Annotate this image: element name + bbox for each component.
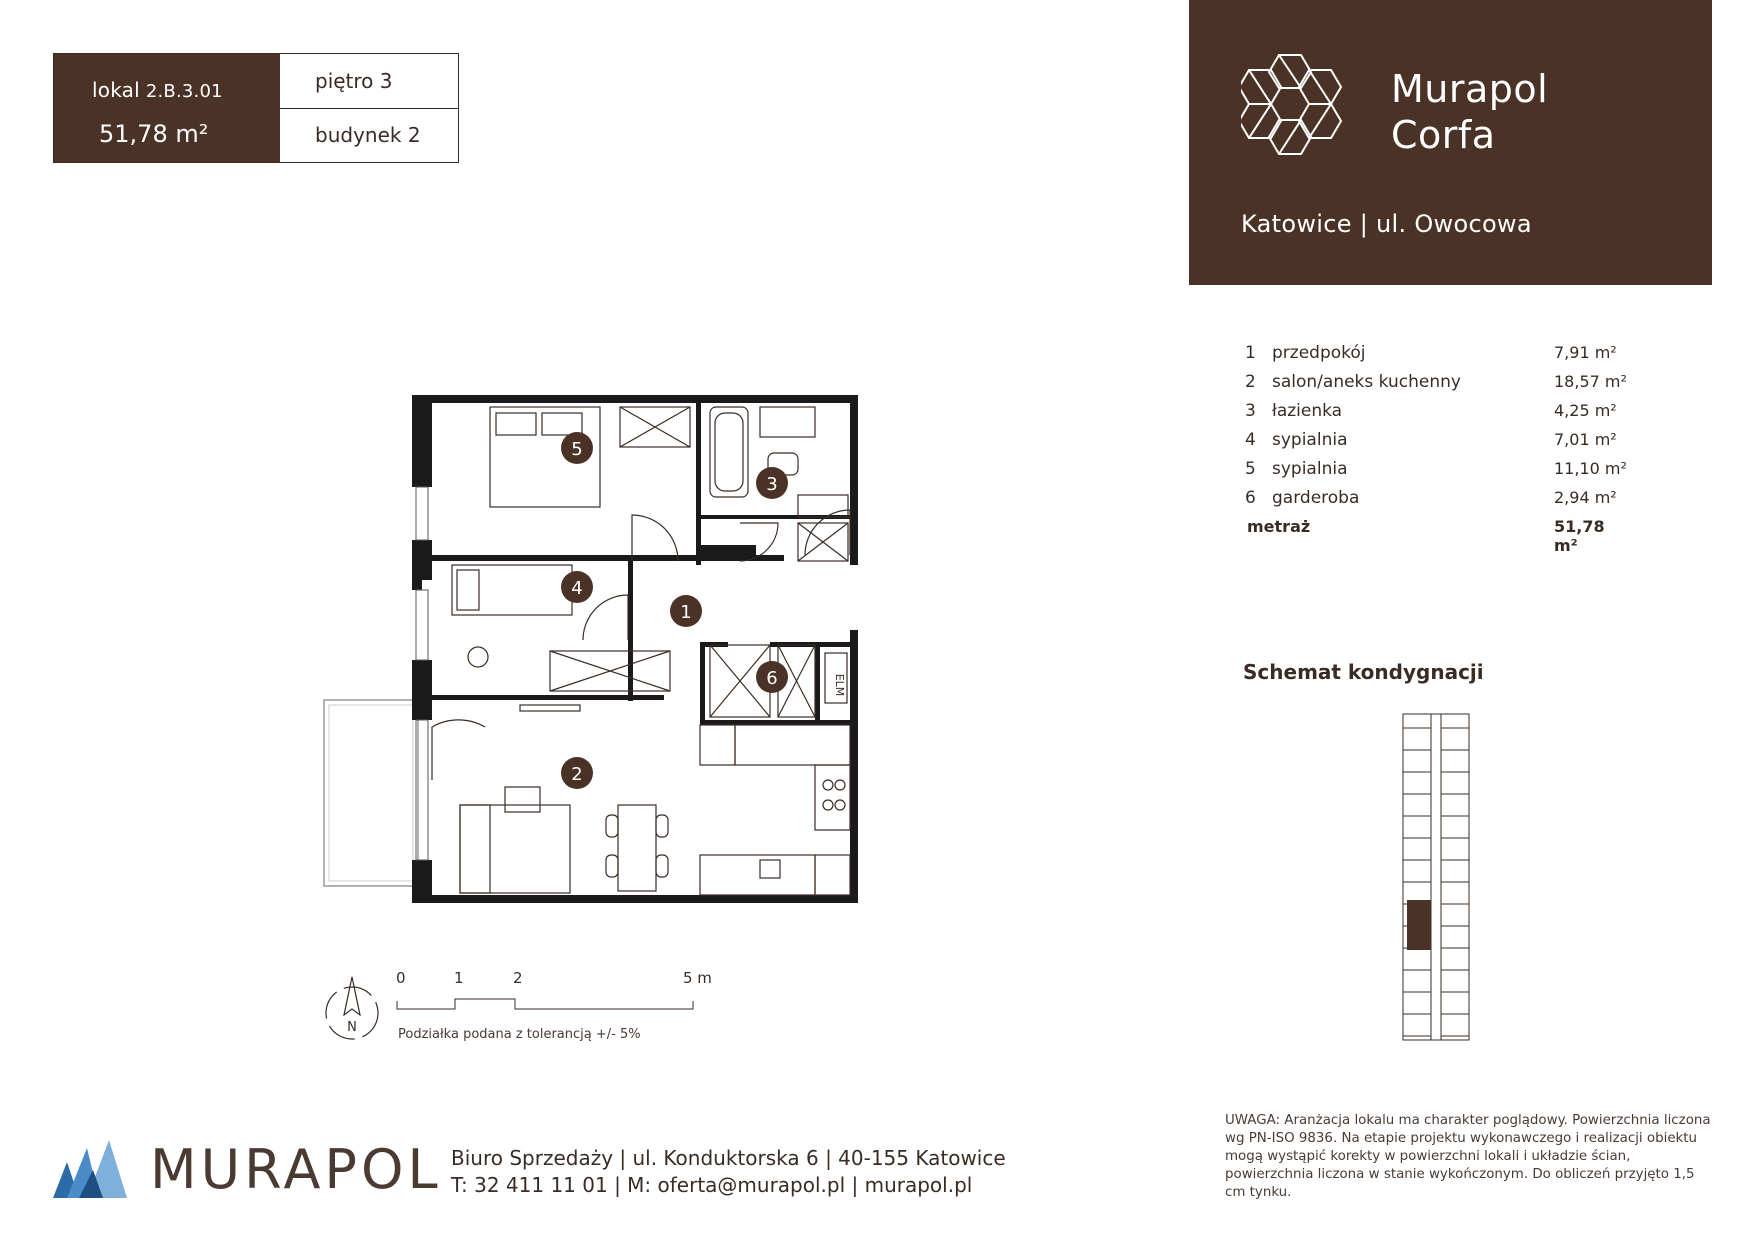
room-row: 5 sypialnia 11,10 m² (1245, 459, 1627, 479)
room-marker-3: 3 (766, 474, 778, 495)
room-row: 2 salon/aneks kuchenny 18,57 m² (1245, 372, 1627, 392)
floor-plan (320, 395, 870, 905)
schemat-title: Schemat kondygnacji (1243, 660, 1484, 684)
corfa-logo-icon (1241, 50, 1353, 155)
room-markers (561, 432, 788, 789)
scale-tick: 1 (454, 969, 464, 987)
brand-panel (1189, 0, 1712, 285)
dining-table (618, 805, 656, 891)
project-name: Murapol Corfa (1391, 67, 1549, 157)
room-marker-6: 6 (766, 668, 778, 689)
murapol-logo-text: MURAPOL (150, 1138, 442, 1201)
unit-id-panel (54, 54, 280, 162)
building-floor-schema (1393, 710, 1477, 1044)
unit-location-panel (280, 54, 458, 162)
project-location: Katowice | ul. Owocowa (1241, 210, 1532, 238)
scale-note: Podziałka podana z tolerancją +/- 5% (398, 1027, 641, 1042)
murapol-logo-icon (53, 1140, 128, 1198)
highlighted-unit (1407, 900, 1431, 950)
contact-info (451, 1145, 1006, 1199)
room-row: 1 przedpokój 7,91 m² (1245, 343, 1617, 363)
scale-bar (395, 995, 700, 1015)
sofa (460, 805, 570, 893)
unit-area: 51,78 m² (99, 120, 209, 148)
contact-line-1: Biuro Sprzedaży | ul. Konduktorska 6 | 40-155 Katowice (451, 1146, 1006, 1170)
lokal-label: lokal (92, 78, 140, 102)
scale-tick: 5 m (683, 969, 712, 987)
scale-tick: 0 (396, 969, 406, 987)
room-row: 6 garderoba 2,94 m² (1245, 488, 1617, 508)
scale-tick: 2 (513, 969, 523, 987)
room-marker-4: 4 (571, 578, 583, 599)
room-marker-5: 5 (571, 439, 583, 460)
compass-icon (320, 975, 380, 1045)
room-marker-2: 2 (571, 764, 583, 785)
balcony (324, 700, 418, 886)
rooms-table (1245, 343, 1630, 555)
building-label: budynek 2 (315, 123, 421, 148)
contact-line-2: T: 32 411 11 01 | M: oferta@murapol.pl | murapol.pl (451, 1173, 973, 1197)
disclaimer-note: UWAGA: Aranżacja lokalu ma charakter poglądowy. Powierzchnia liczona wg PN-ISO 9836. Na etapie projektu wykonawczego i realizacji obiektu mogą wystąpić korekty w powierzchni lokali i układzie ścian, powierzchnia liczona w stanie wykończonym. Do obliczeń przyjęto 1,5 cm tynku. (1225, 1113, 1711, 1200)
total-area-row: metraż 51,78 m² (1247, 517, 1605, 555)
room-row: 4 sypialnia 7,01 m² (1245, 430, 1617, 450)
compass-label: N (347, 1020, 357, 1035)
room-row: 3 łazienka 4,25 m² (1245, 401, 1617, 421)
bed-room4 (452, 565, 572, 615)
room-marker-1: 1 (680, 602, 692, 623)
washing-machine-label: ELM (833, 673, 846, 697)
floor-label: piętro 3 (280, 54, 458, 109)
unit-info-box (53, 53, 459, 163)
lokal-code: 2.B.3.01 (145, 81, 223, 102)
